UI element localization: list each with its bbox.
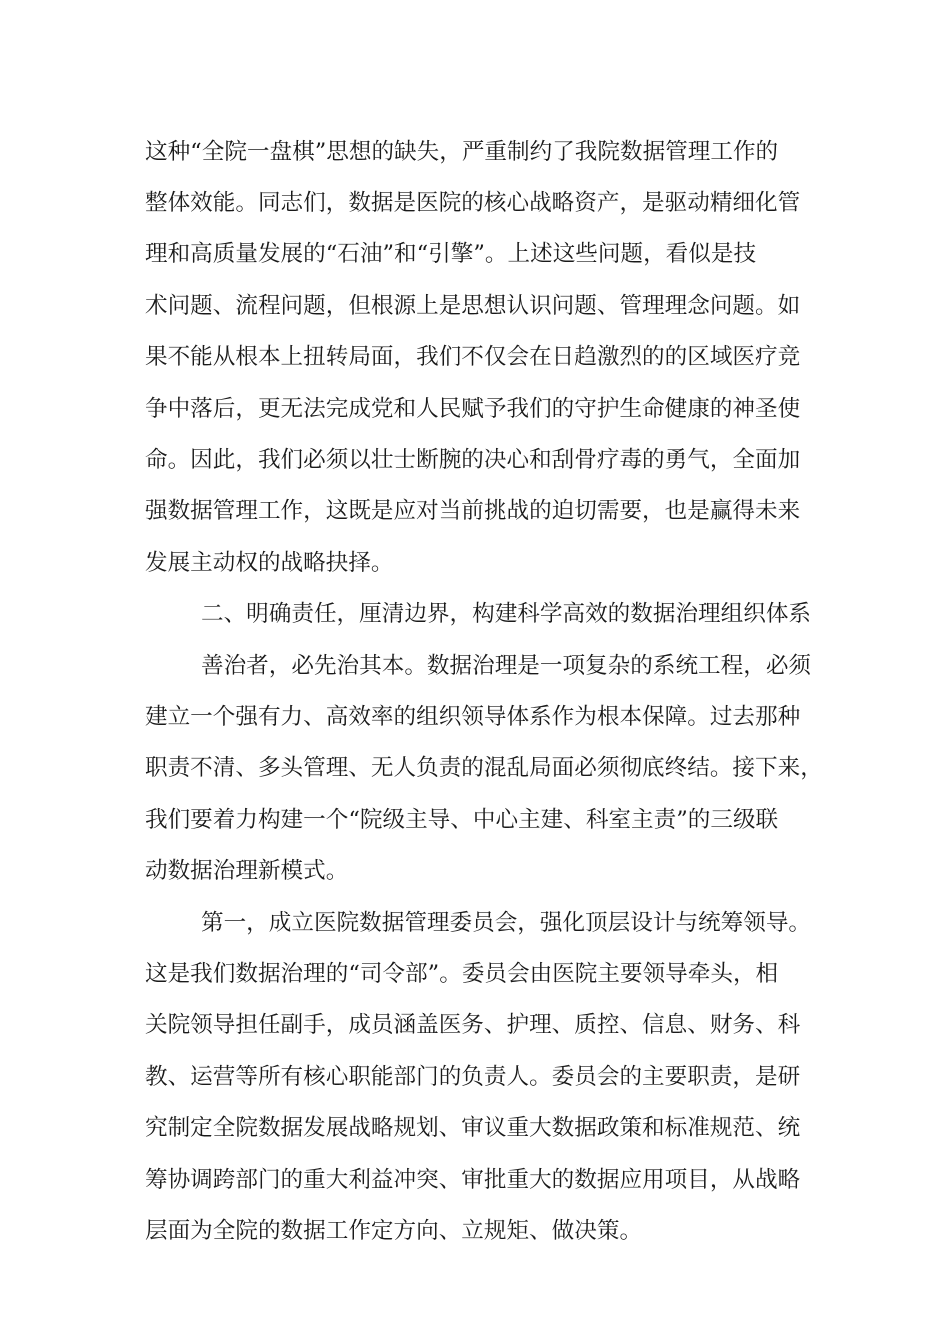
text-line: 教、运营等所有核心职能部门的负责人。委员会的主要职责，是研 xyxy=(145,1064,801,1090)
paragraph-first-line: 第一，成立医院数据管理委员会，强化顶层设计与统筹领导。 xyxy=(201,910,812,936)
text-line: 这种“全院一盘棋”思想的缺失，严重制约了我院数据管理工作的 xyxy=(145,139,779,165)
text-line: 理和高质量发展的“石油”和“引擎”。上述这些问题，看似是技 xyxy=(145,241,757,267)
text-line: 动数据治理新模式。 xyxy=(145,858,349,884)
text-line: 争中落后，更无法完成党和人民赋予我们的守护生命健康的神圣使 xyxy=(145,396,801,422)
text-line: 我们要着力构建一个“院级主导、中心主建、科室主责”的三级联 xyxy=(145,807,779,833)
text-line: 命。因此，我们必须以壮士断腕的决心和刮骨疗毒的勇气，全面加 xyxy=(145,447,801,473)
text-line: 这是我们数据治理的“司令部”。委员会由医院主要领导牵头，相 xyxy=(145,961,779,987)
text-line: 层面为全院的数据工作定方向、立规矩、做决策。 xyxy=(145,1218,643,1244)
section-heading: 二、明确责任，厘清边界，构建科学高效的数据治理组织体系 xyxy=(201,601,812,627)
text-line: 整体效能。同志们，数据是医院的核心战略资产，是驱动精细化管 xyxy=(145,190,801,216)
text-line: 建立一个强有力、高效率的组织领导体系作为根本保障。过去那种 xyxy=(145,704,801,730)
text-line: 果不能从根本上扭转局面，我们不仅会在日趋激烈的的区域医疗竞 xyxy=(145,344,801,370)
text-line: 术问题、流程问题，但根源上是思想认识问题、管理理念问题。如 xyxy=(145,293,801,319)
text-line: 究制定全院数据发展战略规划、审议重大数据政策和标准规范、统 xyxy=(145,1115,801,1141)
text-line: 关院领导担任副手，成员涵盖医务、护理、质控、信息、财务、科 xyxy=(145,1012,801,1038)
text-line: 发展主动权的战略抉择。 xyxy=(145,550,394,576)
paragraph-first-line: 善治者，必先治其本。数据治理是一项复杂的系统工程，必须 xyxy=(201,653,812,679)
text-line: 筹协调跨部门的重大利益冲突、审批重大的数据应用项目，从战略 xyxy=(145,1167,801,1193)
text-line: 职责不清、多头管理、无人负责的混乱局面必须彻底终结。接下来， xyxy=(145,755,823,781)
text-line: 强数据管理工作，这既是应对当前挑战的迫切需要，也是赢得未来 xyxy=(145,498,801,524)
